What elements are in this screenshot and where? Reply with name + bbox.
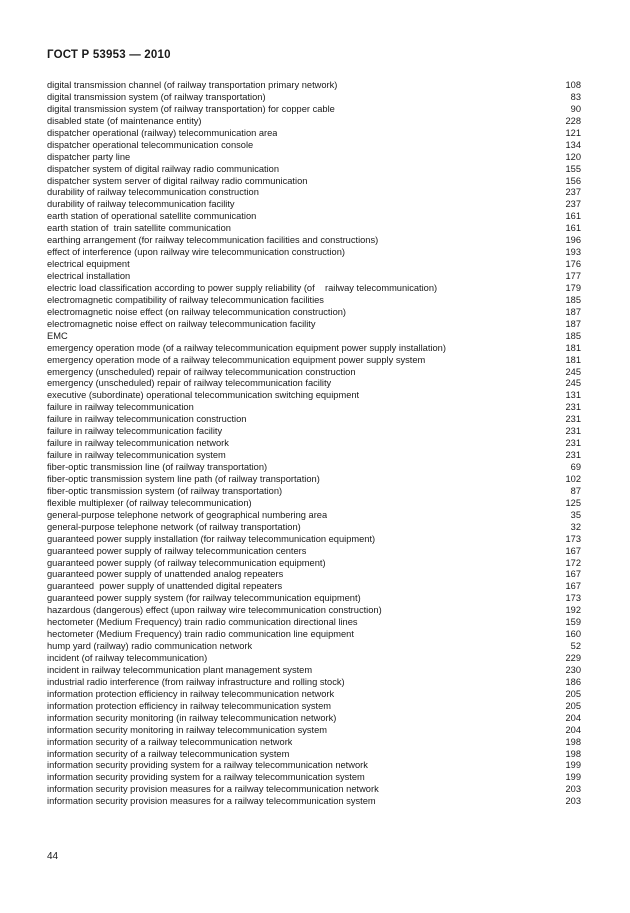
- index-page-ref: 102: [565, 473, 581, 484]
- index-term: digital transmission system (of railway transportation) for copper cable: [47, 103, 335, 114]
- index-entry: [47, 343, 581, 355]
- index-entry: [47, 534, 581, 546]
- index-entry: [47, 176, 581, 188]
- index-page-ref: 204: [565, 724, 581, 735]
- index-page-ref: 205: [565, 688, 581, 699]
- index-term: information security providing system for a railway telecommunication network: [47, 760, 368, 771]
- index-page-ref: 161: [565, 211, 581, 222]
- index-page-ref: 134: [565, 139, 581, 150]
- index-entry: [47, 593, 581, 605]
- index-entry: [47, 426, 581, 438]
- index-entry: [47, 677, 581, 689]
- index-entry: [47, 713, 581, 725]
- index-term: information protection efficiency in railway telecommunication network: [47, 688, 335, 699]
- index-term: information security providing system for a railway telecommunication system: [47, 772, 365, 783]
- index-page-ref: 199: [565, 760, 581, 771]
- index-page-ref: 167: [565, 569, 581, 580]
- index-entry: [47, 211, 581, 223]
- index-page-ref: 181: [565, 342, 581, 353]
- index-term: digital transmission channel (of railway transportation primary network): [47, 80, 338, 90]
- index-term: electrical equipment: [47, 259, 130, 270]
- index-page-ref: 90: [570, 103, 581, 114]
- index-page-ref: 155: [565, 163, 581, 174]
- index-entry: [47, 629, 581, 641]
- index-entry: [47, 247, 581, 259]
- index-term: hectometer (Medium Frequency) train radio communication directional lines: [47, 617, 358, 628]
- index-page-ref: 231: [565, 426, 581, 437]
- index-entry: [47, 784, 581, 796]
- index-term: information security monitoring (in railway telecommunication network): [47, 712, 337, 723]
- index-page-ref: 161: [565, 223, 581, 234]
- index-entry: [47, 259, 581, 271]
- page-number: 44: [47, 851, 59, 862]
- index-entry: [47, 402, 581, 414]
- index-term: information security monitoring in railway telecommunication system: [47, 724, 328, 735]
- index-page-ref: 237: [565, 187, 581, 198]
- index-term: general-purpose telephone network of geographical numbering area: [47, 509, 328, 520]
- index-entry: [47, 367, 581, 379]
- index-term: guaranteed power supply system (for railway telecommunication equipment): [47, 593, 361, 604]
- index-page-ref: 203: [565, 784, 581, 795]
- index-page-ref: 231: [565, 438, 581, 449]
- index-entry: [47, 641, 581, 653]
- index-page-ref: 176: [565, 259, 581, 270]
- index-term: fiber-optic transmission line (of railway transportation): [47, 462, 268, 472]
- index-term: electromagnetic compatibility of railway telecommunication facilities: [47, 294, 324, 305]
- index-entry: [47, 546, 581, 558]
- index-term: information security provision measures for a railway telecommunication system: [47, 796, 376, 807]
- index-term: dispatcher system of digital railway radio communication: [47, 163, 280, 174]
- index-term: dispatcher operational telecommunication console: [47, 139, 254, 150]
- index-page-ref: 192: [565, 605, 581, 616]
- index-entry: [47, 92, 581, 104]
- index-entry: [47, 749, 581, 761]
- index-page-ref: 231: [565, 414, 581, 425]
- index-term: hazardous (dangerous) effect (upon railway wire telecommunication construction): [47, 605, 382, 616]
- index-page-ref: 32: [570, 521, 581, 532]
- index-term: earthing arrangement (for railway telecommunication facilities and constructions): [47, 235, 379, 246]
- index-term: information security of a railway telecommunication network: [47, 736, 293, 747]
- index-page-ref: 228: [565, 115, 581, 126]
- index-page-ref: 125: [565, 497, 581, 508]
- index-page-ref: 159: [565, 617, 581, 628]
- index-term: dispatcher system server of digital railway radio communication: [47, 175, 308, 186]
- index-term: guaranteed power supply of unattended digital repeaters: [47, 581, 283, 592]
- index-page-ref: 198: [565, 736, 581, 747]
- index-page-ref: 198: [565, 748, 581, 759]
- index-entry: [47, 438, 581, 450]
- index-term: general-purpose telephone network (of railway transportation): [47, 521, 301, 532]
- index-entry: [47, 772, 581, 784]
- index-entry: [47, 474, 581, 486]
- index-entry: [47, 223, 581, 235]
- index-entry: [47, 140, 581, 152]
- index-term: emergency (unscheduled) repair of railway telecommunication facility: [47, 378, 332, 389]
- index-term: emergency operation mode (of a railway telecommunication equipment power supply installation): [47, 342, 446, 353]
- index-entry: [47, 152, 581, 164]
- index-term: failure in railway telecommunication facility: [47, 426, 223, 437]
- index-page-ref: 160: [565, 629, 581, 640]
- index-entry: [47, 796, 581, 808]
- index-term: dispatcher party line: [47, 151, 131, 162]
- index-page-ref: 179: [565, 282, 581, 293]
- index-term: incident in railway telecommunication plant management system: [47, 664, 313, 675]
- index-page-ref: 167: [565, 545, 581, 556]
- index-page-ref: 245: [565, 378, 581, 389]
- index-page-ref: 185: [565, 330, 581, 341]
- index-page-ref: 35: [570, 509, 581, 520]
- index-entry: [47, 569, 581, 581]
- index-entry: [47, 187, 581, 199]
- index-page-ref: 204: [565, 712, 581, 723]
- index-entry: [47, 689, 581, 701]
- index-term: disabled state (of maintenance entity): [47, 115, 202, 126]
- index-term: electromagnetic noise effect on railway telecommunication facility: [47, 318, 316, 329]
- index-entry: [47, 104, 581, 116]
- index-entry: [47, 737, 581, 749]
- index-page-ref: 205: [565, 700, 581, 711]
- index-term: digital transmission system (of railway transportation): [47, 91, 266, 102]
- index-page-ref: 156: [565, 175, 581, 186]
- index-entry: [47, 199, 581, 211]
- index-entry: [47, 319, 581, 331]
- index-page-ref: 196: [565, 235, 581, 246]
- index-page-ref: 69: [570, 462, 581, 472]
- index-term: fiber-optic transmission system (of railway transportation): [47, 485, 283, 496]
- index-entry: [47, 283, 581, 295]
- index-page-ref: 120: [565, 151, 581, 162]
- index-term: durability of railway telecommunication construction: [47, 187, 259, 198]
- index-page-ref: 237: [565, 199, 581, 210]
- index-term: failure in railway telecommunication network: [47, 438, 229, 449]
- index-term: emergency operation mode of a railway telecommunication equipment power supply system: [47, 354, 426, 365]
- index-page-ref: 108: [565, 80, 581, 90]
- index-page-ref: 172: [565, 557, 581, 568]
- index-entry: [47, 295, 581, 307]
- index-page-ref: 83: [570, 91, 581, 102]
- index-term: durability of railway telecommunication facility: [47, 199, 235, 210]
- index-entry: [47, 725, 581, 737]
- index-entry: [47, 128, 581, 140]
- index-entry: [47, 331, 581, 343]
- index-term: hump yard (railway) radio communication network: [47, 641, 253, 652]
- index-page-ref: 177: [565, 271, 581, 281]
- index-term: executive (subordinate) operational telecommunication switching equipment: [47, 390, 360, 401]
- page-header-standard: ГОСТ Р 53953 — 2010: [47, 49, 171, 61]
- index-entry: [47, 665, 581, 677]
- index-entry: [47, 498, 581, 510]
- index-term: earth station of train satellite communication: [47, 223, 231, 234]
- index-page-ref: 87: [570, 485, 581, 496]
- index-entry: [47, 164, 581, 176]
- index-entry: [47, 307, 581, 319]
- index-entry: [47, 80, 581, 92]
- index-page-ref: 186: [565, 676, 581, 687]
- index-term: emergency (unscheduled) repair of railway telecommunication construction: [47, 366, 356, 377]
- index-term: failure in railway telecommunication: [47, 402, 194, 413]
- index-page-ref: 121: [565, 127, 581, 138]
- index-page-ref: 193: [565, 247, 581, 258]
- index-term: flexible multiplexer (of railway telecommunication): [47, 497, 252, 508]
- index-term: guaranteed power supply (of railway telecommunication equipment): [47, 557, 326, 568]
- index-term: failure in railway telecommunication system: [47, 450, 226, 461]
- index-term: information security of a railway telecommunication system: [47, 748, 290, 759]
- index-entry: [47, 450, 581, 462]
- index-term: industrial radio interference (from railway infrastructure and rolling stock): [47, 676, 345, 687]
- index-entry: [47, 116, 581, 128]
- index-entry: [47, 510, 581, 522]
- index-term: hectometer (Medium Frequency) train radio communication line equipment: [47, 629, 354, 640]
- index-entry: [47, 522, 581, 534]
- index-entry: [47, 581, 581, 593]
- index-entry: [47, 271, 581, 283]
- index-term: earth station of operational satellite communication: [47, 211, 257, 222]
- index-entry: [47, 486, 581, 498]
- index-page-ref: 167: [565, 581, 581, 592]
- index-page-ref: 231: [565, 450, 581, 461]
- index-entry: [47, 701, 581, 713]
- index-entry: [47, 355, 581, 367]
- index-page-ref: 173: [565, 533, 581, 544]
- index-term: dispatcher operational (railway) telecommunication area: [47, 127, 278, 138]
- index-entry: [47, 462, 581, 474]
- index-page-ref: 199: [565, 772, 581, 783]
- index-term: electric load classification according to power supply reliability (of railway telecommunication): [47, 282, 438, 293]
- index-entry: [47, 414, 581, 426]
- index-entry: [47, 390, 581, 402]
- index-entry: [47, 558, 581, 570]
- index-page-ref: 231: [565, 402, 581, 413]
- index-term: information security provision measures for a railway telecommunication network: [47, 784, 379, 795]
- index-entry: [47, 378, 581, 390]
- index-page-ref: 185: [565, 294, 581, 305]
- index-entry: [47, 760, 581, 772]
- index-page-ref: 229: [565, 653, 581, 663]
- index-entry: [47, 605, 581, 617]
- index-term: effect of interference (upon railway wire telecommunication construction): [47, 247, 345, 258]
- index-page-ref: 181: [565, 354, 581, 365]
- index-entry: [47, 617, 581, 629]
- index-term: guaranteed power supply of railway telecommunication centers: [47, 545, 307, 556]
- index-term: electrical installation: [47, 271, 131, 281]
- index-page-ref: 187: [565, 318, 581, 329]
- index-page-ref: 245: [565, 366, 581, 377]
- index-term: fiber-optic transmission system line path (of railway transportation): [47, 473, 320, 484]
- index-entry: [47, 653, 581, 665]
- index-entry: [47, 235, 581, 247]
- index-term: information protection efficiency in railway telecommunication system: [47, 700, 332, 711]
- index-list: [47, 80, 581, 808]
- index-term: incident (of railway telecommunication): [47, 653, 208, 663]
- index-term: failure in railway telecommunication construction: [47, 414, 247, 425]
- index-term: EMC: [47, 330, 68, 341]
- index-page-ref: 230: [565, 664, 581, 675]
- index-page-ref: 52: [570, 641, 581, 652]
- index-page-ref: 187: [565, 306, 581, 317]
- index-page-ref: 203: [565, 796, 581, 807]
- index-page-ref: 173: [565, 593, 581, 604]
- index-term: guaranteed power supply installation (for railway telecommunication equipment): [47, 533, 376, 544]
- index-term: guaranteed power supply of unattended analog repeaters: [47, 569, 284, 580]
- index-term: electromagnetic noise effect (on railway telecommunication construction): [47, 306, 347, 317]
- index-page-ref: 131: [565, 390, 581, 401]
